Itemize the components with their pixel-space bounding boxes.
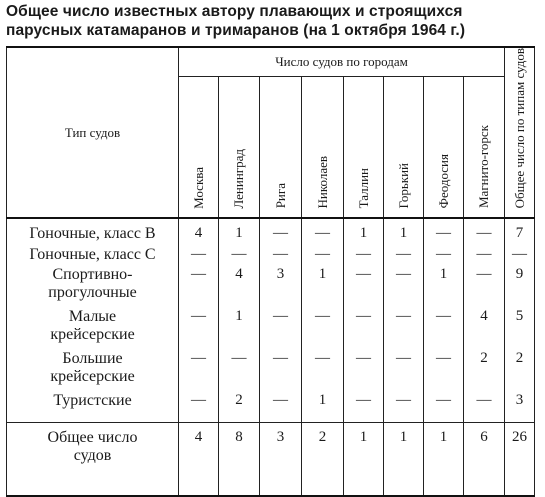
- cell: —: [464, 266, 505, 308]
- totals-label: Общее число судов: [7, 422, 179, 496]
- row-label: Гоночные, класс C: [7, 246, 179, 266]
- cell: 4: [179, 218, 219, 246]
- cell: 3: [260, 266, 302, 308]
- cell: 4: [219, 266, 260, 308]
- cell: —: [179, 392, 219, 422]
- table-row: [7, 246, 535, 266]
- row-label: Спортивно-прогулочные: [7, 266, 179, 308]
- total-by-type-header: Общее число по типам судов: [505, 47, 535, 218]
- city-header-magnitogorsk: Магнито-горск: [464, 76, 505, 218]
- cell: 1: [219, 218, 260, 246]
- cell: —: [384, 392, 424, 422]
- cell: —: [260, 350, 302, 392]
- city-header-gorky: Горький: [384, 76, 424, 218]
- total-cell: 8: [219, 422, 260, 496]
- cell: —: [260, 246, 302, 266]
- cities-group-header: Число судов по городам: [179, 47, 505, 76]
- row-total: 2: [505, 350, 535, 392]
- cell: —: [424, 392, 464, 422]
- cell: 1: [344, 218, 384, 246]
- title-line-1: Общее число известных автору плавающих и строящихся: [6, 3, 463, 20]
- table-title: [6, 2, 542, 40]
- table-row: [7, 218, 535, 246]
- cell: 1: [424, 266, 464, 308]
- cell: —: [424, 246, 464, 266]
- city-header-tallinn: Таллин: [344, 76, 384, 218]
- city-header-feodosia: Феодосия: [424, 76, 464, 218]
- row-label: Малые крейсерские: [7, 308, 179, 350]
- city-header-moscow: Москва: [179, 76, 219, 218]
- city-header-nikolaev: Николаев: [302, 76, 344, 218]
- cell: —: [424, 308, 464, 350]
- cell: —: [179, 350, 219, 392]
- cell: —: [219, 350, 260, 392]
- cell: —: [424, 218, 464, 246]
- cell: —: [302, 350, 344, 392]
- cell: 1: [302, 266, 344, 308]
- total-cell: 3: [260, 422, 302, 496]
- totals-row: [7, 422, 535, 496]
- cell: —: [344, 308, 384, 350]
- row-label: Туристские: [7, 392, 179, 422]
- grand-total: 26: [505, 422, 535, 496]
- vessel-count-table: [6, 46, 535, 497]
- cell: —: [344, 266, 384, 308]
- cell: —: [344, 392, 384, 422]
- cell: —: [464, 392, 505, 422]
- cell: —: [302, 218, 344, 246]
- cell: 4: [464, 308, 505, 350]
- cell: —: [219, 246, 260, 266]
- cell: 1: [219, 308, 260, 350]
- city-header-leningrad: Ленинград: [219, 76, 260, 218]
- cell: —: [302, 246, 344, 266]
- cell: —: [302, 308, 344, 350]
- title-line-2: парусных катамаранов и тримаранов (на 1 октября 1964 г.): [6, 22, 466, 39]
- cell: 2: [219, 392, 260, 422]
- cell: —: [179, 308, 219, 350]
- table-row: [7, 266, 535, 308]
- total-cell: 4: [179, 422, 219, 496]
- row-total: 9: [505, 266, 535, 308]
- table-row: [7, 350, 535, 392]
- row-label: Большие крейсерские: [7, 350, 179, 392]
- cell: —: [344, 246, 384, 266]
- row-total: —: [505, 246, 535, 266]
- cell: —: [384, 246, 424, 266]
- row-total: 5: [505, 308, 535, 350]
- cell: —: [424, 350, 464, 392]
- cell: —: [384, 308, 424, 350]
- table-row: [7, 392, 535, 422]
- row-total: 3: [505, 392, 535, 422]
- total-cell: 1: [424, 422, 464, 496]
- cell: —: [179, 246, 219, 266]
- cell: —: [260, 392, 302, 422]
- row-label: Гоночные, класс B: [7, 218, 179, 246]
- cell: —: [464, 218, 505, 246]
- total-cell: 1: [384, 422, 424, 496]
- cell: —: [344, 350, 384, 392]
- total-cell: 2: [302, 422, 344, 496]
- cell: —: [260, 308, 302, 350]
- total-cell: 6: [464, 422, 505, 496]
- cell: —: [260, 218, 302, 246]
- type-column-header: Тип судов: [7, 47, 179, 218]
- cell: 1: [302, 392, 344, 422]
- cell: —: [179, 266, 219, 308]
- cell: —: [384, 266, 424, 308]
- table-row: [7, 308, 535, 350]
- cell: —: [464, 246, 505, 266]
- cell: 1: [384, 218, 424, 246]
- cell: 2: [464, 350, 505, 392]
- city-header-riga: Рига: [260, 76, 302, 218]
- total-cell: 1: [344, 422, 384, 496]
- cell: —: [384, 350, 424, 392]
- row-total: 7: [505, 218, 535, 246]
